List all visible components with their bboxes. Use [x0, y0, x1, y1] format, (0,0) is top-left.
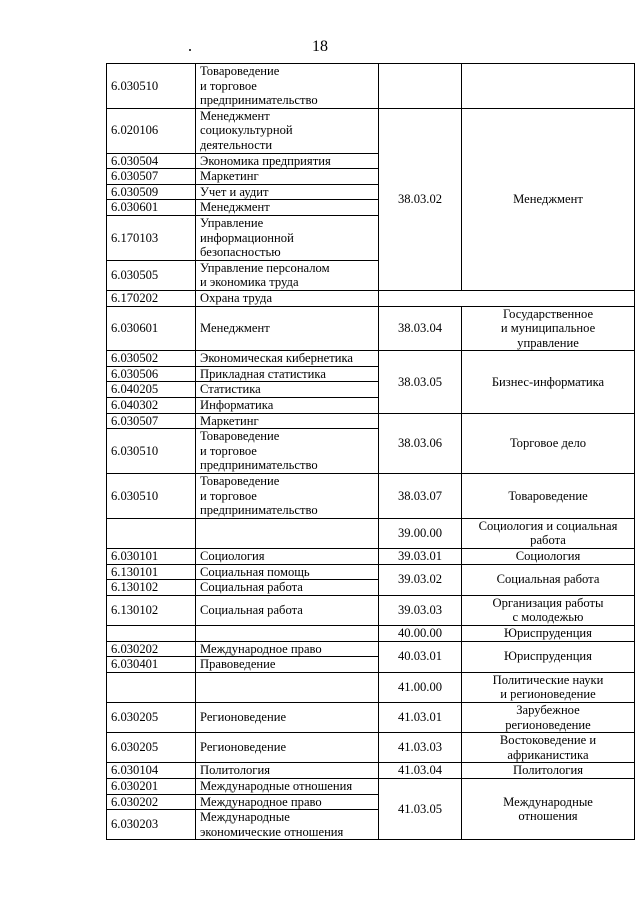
new-code-cell: 38.03.06 — [379, 413, 462, 473]
old-name-cell: Экономика предприятия — [196, 153, 379, 169]
new-name-cell: Юриспруденция — [462, 625, 635, 641]
table-row — [107, 306, 635, 351]
old-name-cell: Маркетинг — [196, 413, 379, 429]
old-code-cell: 6.030507 — [107, 413, 196, 429]
table-row — [107, 64, 635, 109]
new-name-cell: Социальная работа — [462, 564, 635, 595]
specialty-correspondence-table — [106, 63, 635, 840]
old-name-cell: Управление персоналом и экономика труда — [196, 260, 379, 290]
table-row — [107, 672, 635, 702]
old-code-cell: 6.030601 — [107, 306, 196, 351]
old-name-cell: Социология — [196, 549, 379, 565]
new-name-cell: Торговое дело — [462, 413, 635, 473]
new-code-cell: 40.03.01 — [379, 641, 462, 672]
table-row — [107, 733, 635, 763]
new-name-cell: Товароведение — [462, 474, 635, 519]
old-code-cell: 6.030202 — [107, 641, 196, 657]
old-code-cell — [107, 518, 196, 548]
old-name-cell: Информатика — [196, 398, 379, 414]
new-code-cell: 38.03.05 — [379, 351, 462, 413]
new-code-cell: 40.00.00 — [379, 625, 462, 641]
table-body — [107, 64, 635, 840]
old-code-cell: 6.030502 — [107, 351, 196, 367]
old-name-cell: Товароведение и торговое предпринимательство — [196, 474, 379, 519]
old-code-cell: 6.030510 — [107, 429, 196, 474]
old-code-cell: 6.030203 — [107, 810, 196, 840]
new-name-cell: Политология — [462, 763, 635, 779]
table-row — [107, 351, 635, 367]
new-name-cell: Юриспруденция — [462, 641, 635, 672]
new-name-cell: Международные отношения — [462, 778, 635, 839]
old-name-cell — [196, 518, 379, 548]
new-code-cell: 41.03.03 — [379, 733, 462, 763]
new-name-cell: Государственное и муниципальное управление — [462, 306, 635, 351]
old-name-cell: Товароведение и торговое предпринимательство — [196, 64, 379, 109]
old-code-cell: 6.170202 — [107, 290, 196, 306]
old-name-cell: Регионоведение — [196, 702, 379, 732]
old-name-cell: Международное право — [196, 794, 379, 810]
old-name-cell: Статистика — [196, 382, 379, 398]
old-code-cell: 6.130102 — [107, 595, 196, 625]
old-name-cell: Учет и аудит — [196, 184, 379, 200]
old-name-cell: Политология — [196, 763, 379, 779]
new-name-cell: Социология — [462, 549, 635, 565]
old-code-cell: 6.130102 — [107, 580, 196, 596]
old-name-cell: Социальная помощь — [196, 564, 379, 580]
old-code-cell: 6.020106 — [107, 108, 196, 153]
old-code-cell: 6.030205 — [107, 733, 196, 763]
new-name-cell: Бизнес-информатика — [462, 351, 635, 413]
old-code-cell: 6.030101 — [107, 549, 196, 565]
old-name-cell: Социальная работа — [196, 595, 379, 625]
table-row — [107, 564, 635, 580]
new-code-cell: 38.03.02 — [379, 108, 462, 290]
table-row — [107, 625, 635, 641]
new-code-cell: 38.03.04 — [379, 306, 462, 351]
old-code-cell — [107, 672, 196, 702]
old-code-cell: 6.030506 — [107, 366, 196, 382]
new-code-cell: 39.03.02 — [379, 564, 462, 595]
old-name-cell: Менеджмент социокультурной деятельности — [196, 108, 379, 153]
old-code-cell: 6.030504 — [107, 153, 196, 169]
old-code-cell: 6.170103 — [107, 215, 196, 260]
old-code-cell — [107, 625, 196, 641]
old-name-cell — [196, 625, 379, 641]
new-code-cell: 38.03.07 — [379, 474, 462, 519]
table-row — [107, 778, 635, 794]
new-code-cell: 39.00.00 — [379, 518, 462, 548]
new-name-cell: Зарубежное регионоведение — [462, 702, 635, 732]
old-name-cell: Международные отношения — [196, 778, 379, 794]
page-number: 18 — [312, 38, 328, 55]
old-code-cell: 6.030401 — [107, 657, 196, 673]
old-code-cell: 6.040205 — [107, 382, 196, 398]
old-code-cell: 6.030507 — [107, 169, 196, 185]
old-name-cell: Товароведение и торговое предпринимательство — [196, 429, 379, 474]
scan-speck — [189, 49, 191, 51]
new-name-cell: Организация работы с молодежью — [462, 595, 635, 625]
table-row — [107, 108, 635, 153]
old-code-cell: 6.030201 — [107, 778, 196, 794]
table-row — [107, 290, 635, 306]
old-name-cell: Экономическая кибернетика — [196, 351, 379, 367]
table-row — [107, 413, 635, 429]
old-code-cell: 6.030509 — [107, 184, 196, 200]
table-row — [107, 641, 635, 657]
new-name-cell: Политические науки и регионоведение — [462, 672, 635, 702]
old-name-cell: Управление информационной безопасностью — [196, 215, 379, 260]
old-code-cell: 6.030601 — [107, 200, 196, 216]
table-row — [107, 595, 635, 625]
old-name-cell: Социальная работа — [196, 580, 379, 596]
old-name-cell: Маркетинг — [196, 169, 379, 185]
new-name-cell: Социология и социальная работа — [462, 518, 635, 548]
old-code-cell: 6.030510 — [107, 64, 196, 109]
table-row — [107, 518, 635, 548]
old-code-cell: 6.030202 — [107, 794, 196, 810]
old-name-cell: Международное право — [196, 641, 379, 657]
new-code-cell: 41.03.05 — [379, 778, 462, 839]
old-name-cell: Менеджмент — [196, 306, 379, 351]
new-name-cell: Востоковедение и африканистика — [462, 733, 635, 763]
old-name-cell: Менеджмент — [196, 200, 379, 216]
old-name-cell: Правоведение — [196, 657, 379, 673]
old-name-cell: Охрана труда — [196, 290, 379, 306]
old-code-cell: 6.040302 — [107, 398, 196, 414]
new-code-cell: 39.03.03 — [379, 595, 462, 625]
new-name-cell — [462, 64, 635, 109]
new-code-cell: 41.00.00 — [379, 672, 462, 702]
table-row — [107, 549, 635, 565]
old-code-cell: 6.030205 — [107, 702, 196, 732]
new-code-cell: 39.03.01 — [379, 549, 462, 565]
table-row — [107, 763, 635, 779]
old-code-cell: 6.130101 — [107, 564, 196, 580]
old-code-cell: 6.030505 — [107, 260, 196, 290]
old-name-cell: Международные экономические отношения — [196, 810, 379, 840]
old-name-cell — [196, 672, 379, 702]
new-name-cell: Менеджмент — [462, 108, 635, 290]
new-code-cell — [379, 64, 462, 109]
new-code-cell: 41.03.01 — [379, 702, 462, 732]
new-code-cell: 41.03.04 — [379, 763, 462, 779]
old-name-cell: Прикладная статистика — [196, 366, 379, 382]
old-code-cell: 6.030510 — [107, 474, 196, 519]
table-row — [107, 474, 635, 519]
old-name-cell: Регионоведение — [196, 733, 379, 763]
table-row — [107, 702, 635, 732]
old-code-cell: 6.030104 — [107, 763, 196, 779]
